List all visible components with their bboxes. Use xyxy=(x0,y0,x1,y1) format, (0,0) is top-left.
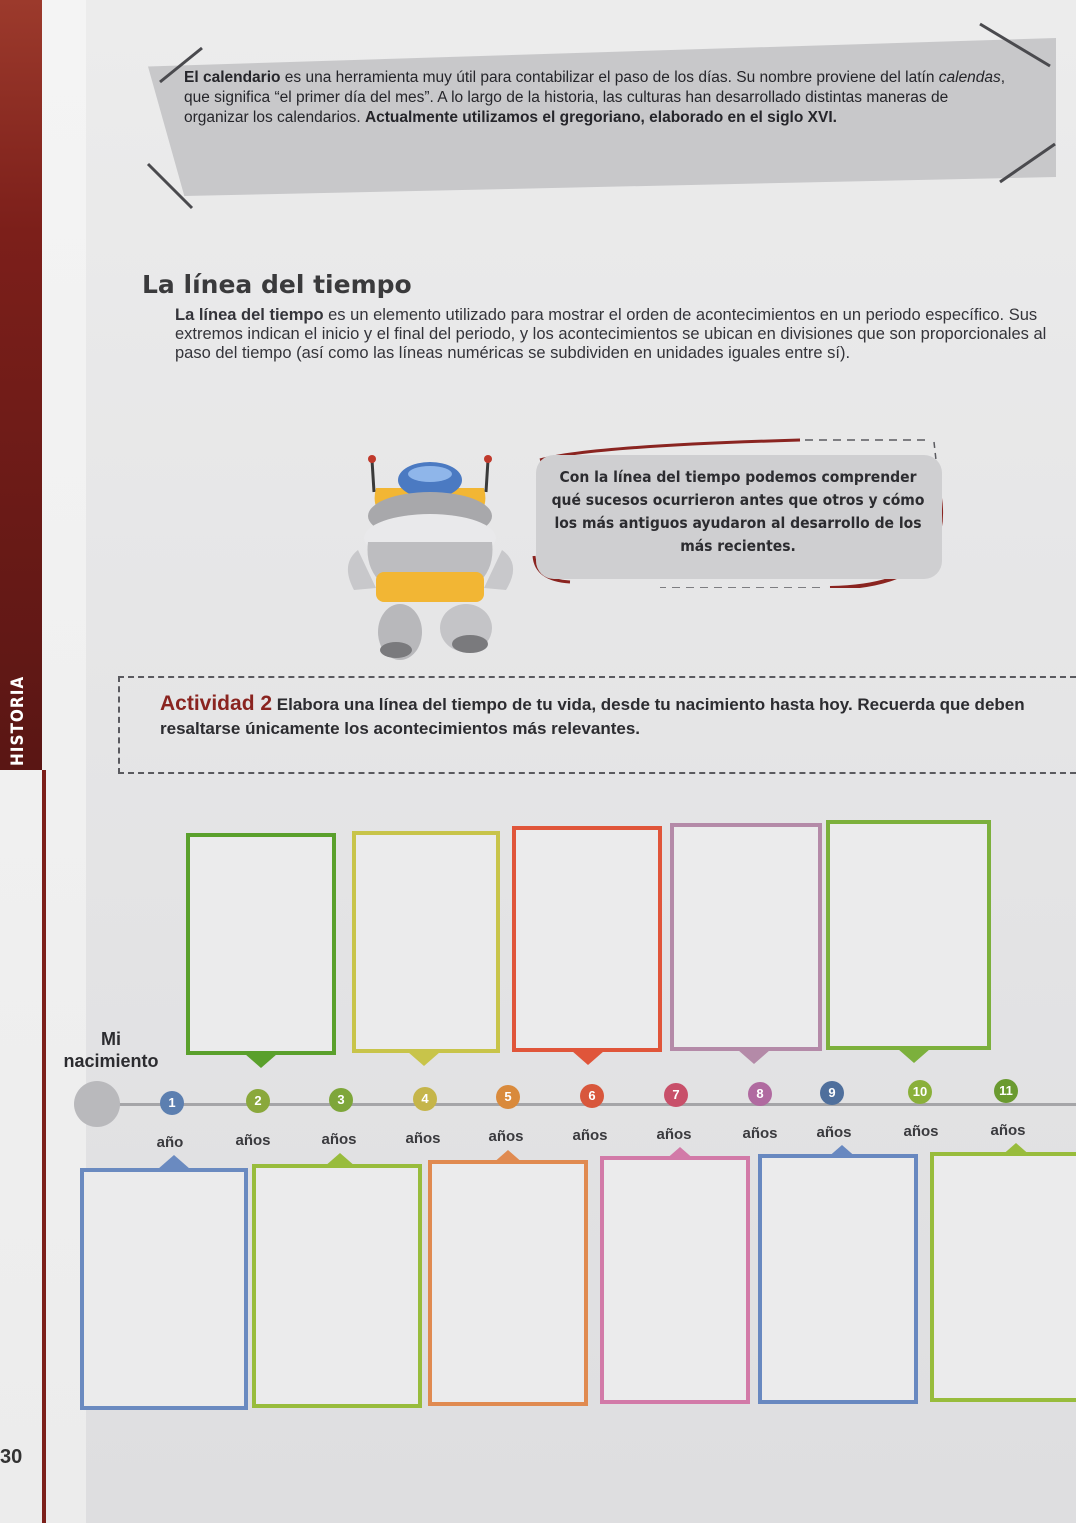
year-marker-9: 9 xyxy=(820,1081,844,1105)
year-marker-10: 10 xyxy=(908,1080,932,1104)
frame-pointer xyxy=(408,1052,440,1066)
birth-label xyxy=(56,1028,166,1072)
bubble-line: qué sucesos ocurrieron antes que otros y cómo xyxy=(551,491,925,509)
year-label-9: años xyxy=(816,1124,852,1141)
section-heading: La línea del tiempo xyxy=(142,270,412,299)
bubble-line: Con la línea del tiempo podemos comprender xyxy=(559,468,917,486)
activity-title: Actividad 2 xyxy=(160,692,273,715)
section-text: es un elemento utilizado para mostrar el orden de acontecimientos en un periodo específico. Sus extremos indican el inicio y el final del periodo, y los acontecimientos se ubican en divisiones que son proporcionales al paso del tiempo (así como las líneas numéricas se subdividen en unidades iguales entre sí). xyxy=(175,306,1047,362)
frame-pointer xyxy=(158,1155,190,1169)
year-label-10: años xyxy=(903,1123,939,1140)
intro-text-b: , que significa “el primer día del mes”. A lo largo de la historia, las culturas han desarrollado distintas maneras de organizar los calendarios. xyxy=(184,69,1006,126)
intro-text-bold: Actualmente utilizamos el gregoriano, elaborado en el siglo XVI. xyxy=(364,109,837,126)
frame-pointer xyxy=(245,1054,277,1068)
year-label-5: años xyxy=(488,1128,524,1145)
activity-text: Elabora una línea del tiempo de tu vida, desde tu nacimiento hasta hoy. Recuerda que deben resaltarse únicamente los acontecimientos más relevantes. xyxy=(160,695,1025,738)
year-marker-5: 5 xyxy=(496,1085,520,1109)
year-marker-3: 3 xyxy=(329,1088,353,1112)
year-label-7: años xyxy=(656,1126,692,1143)
year-label-6: años xyxy=(572,1127,608,1144)
intro-paragraph xyxy=(184,68,1012,128)
event-frame-bottom-5[interactable] xyxy=(758,1154,918,1404)
section-paragraph xyxy=(175,306,1047,363)
frame-pointer xyxy=(572,1051,604,1065)
year-marker-1: 1 xyxy=(160,1091,184,1115)
section-tab xyxy=(0,0,42,770)
year-label-4: años xyxy=(405,1130,441,1147)
birth-label-line2: nacimiento xyxy=(63,1051,159,1071)
year-marker-7: 7 xyxy=(664,1083,688,1107)
event-frame-top-2[interactable] xyxy=(352,831,500,1053)
event-frame-bottom-3[interactable] xyxy=(428,1160,588,1406)
year-marker-4: 4 xyxy=(413,1087,437,1111)
event-frame-top-1[interactable] xyxy=(186,833,336,1055)
frame-pointer xyxy=(898,1049,930,1063)
margin-rule xyxy=(42,770,46,1523)
event-frame-top-5[interactable] xyxy=(826,820,991,1050)
year-marker-6: 6 xyxy=(580,1084,604,1108)
robot-mascot-illustration xyxy=(340,452,530,667)
latin-word: calendas xyxy=(938,69,1001,86)
event-frame-top-4[interactable] xyxy=(670,823,822,1051)
event-frame-bottom-4[interactable] xyxy=(600,1156,750,1404)
bubble-line: más recientes. xyxy=(680,537,796,555)
intro-text-a: es una herramienta muy útil para contabilizar el paso de los días. Su nombre proviene del latín xyxy=(280,69,939,86)
year-label-11: años xyxy=(990,1122,1026,1139)
event-frame-bottom-2[interactable] xyxy=(252,1164,422,1408)
frame-pointer xyxy=(738,1050,770,1064)
year-marker-8: 8 xyxy=(748,1082,772,1106)
section-tab-label xyxy=(8,740,28,766)
event-frame-bottom-6[interactable] xyxy=(930,1152,1076,1402)
year-label-1: año xyxy=(156,1134,184,1151)
activity-instructions xyxy=(160,692,1060,741)
birth-label-line1: Mi xyxy=(101,1029,121,1049)
speech-bubble-text xyxy=(540,466,936,558)
birth-marker xyxy=(74,1081,120,1127)
calendar-term: El calendario xyxy=(184,69,281,86)
year-marker-11: 11 xyxy=(994,1079,1018,1103)
section-term: La línea del tiempo xyxy=(175,306,324,324)
page-number: 30 xyxy=(0,1446,23,1468)
year-label-8: años xyxy=(742,1125,778,1142)
event-frame-bottom-1[interactable] xyxy=(80,1168,248,1410)
bubble-line: los más antiguos ayudaron al desarrollo de los xyxy=(554,514,922,532)
year-label-3: años xyxy=(321,1131,357,1148)
event-frame-top-3[interactable] xyxy=(512,826,662,1052)
year-label-2: años xyxy=(235,1132,271,1149)
year-marker-2: 2 xyxy=(246,1089,270,1113)
